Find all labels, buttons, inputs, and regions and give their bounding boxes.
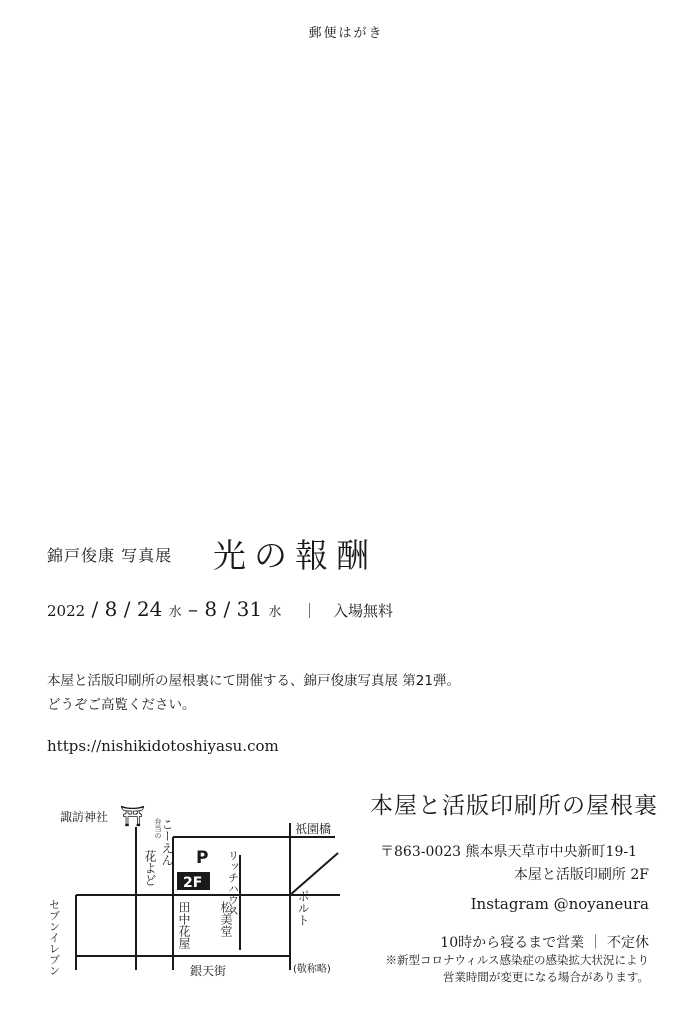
instagram-handle[interactable]: Instagram @noyaneura: [470, 895, 649, 913]
shop-name: 本屋と活版印刷所の屋根裏: [370, 793, 658, 819]
covid-notice-line-1: ※新型コロナウィルス感染症の感染拡大状況により: [385, 953, 649, 967]
map-label-gion-bridge: 祇園橋: [295, 822, 332, 836]
exhibition-title: 光の報酬: [213, 536, 377, 575]
map-label-ritch-house: リッチハウス: [226, 850, 240, 916]
map-label-bento: 弁当の: [154, 818, 162, 839]
admission-label: 入場無料: [333, 602, 394, 620]
website-link[interactable]: https://nishikidotoshiyasu.com: [47, 737, 279, 755]
map-label-porto: ポルト: [296, 890, 310, 926]
date-start-month: 8: [104, 597, 118, 621]
date-year: 2022: [47, 602, 86, 620]
map-road: [290, 853, 338, 895]
map-label-matsumido: 松美堂: [219, 901, 233, 937]
opening-hours: 10時から寝るまで営業 ｜ 不定休: [440, 935, 649, 951]
date-end-weekday: 水: [268, 605, 282, 620]
map-note-abbrev: (敬称略): [293, 964, 331, 975]
covid-notice-line-2: 営業時間が変更になる場合があります。: [442, 970, 649, 984]
description-line-1: 本屋と活版印刷所の屋根裏にて開催する、錦戸俊康写真展 第21弾。: [47, 673, 460, 689]
map-label-tanaka-kaoku: 田中花屋: [177, 901, 191, 949]
exhibition-subtitle: 錦戸俊康 写真展: [47, 546, 173, 565]
date-end-day: 31: [236, 597, 263, 621]
access-map: [40, 795, 355, 985]
date-start-day: 24: [136, 597, 163, 621]
date-start-weekday: 水: [168, 605, 182, 620]
parking-icon: P: [196, 848, 209, 868]
shop-address-line-1: 〒863-0023 熊本県天草市中央新町19-1: [380, 844, 637, 860]
shop-address-line-2: 本屋と活版印刷所 2F: [513, 867, 649, 883]
postcard-label: 郵便はがき: [308, 26, 384, 41]
floor-label: 2F: [183, 875, 203, 891]
map-label-koen: こーえん: [160, 818, 174, 866]
map-label-gintengai: 銀天街: [190, 964, 227, 978]
map-label-shrine: 諏訪神社: [60, 810, 109, 824]
torii-icon: ⛩: [120, 804, 146, 828]
description-line-2: どうぞご高覧ください。: [47, 697, 196, 713]
date-end-month: 8: [204, 597, 218, 621]
map-label-seven-eleven: セブンイレブン: [47, 899, 61, 976]
exhibition-dates: 2022 / 8 / 24 水 – 8 / 31 水 ｜ 入場無料: [47, 597, 394, 621]
map-label-hanayodo: 花よど: [143, 850, 157, 886]
